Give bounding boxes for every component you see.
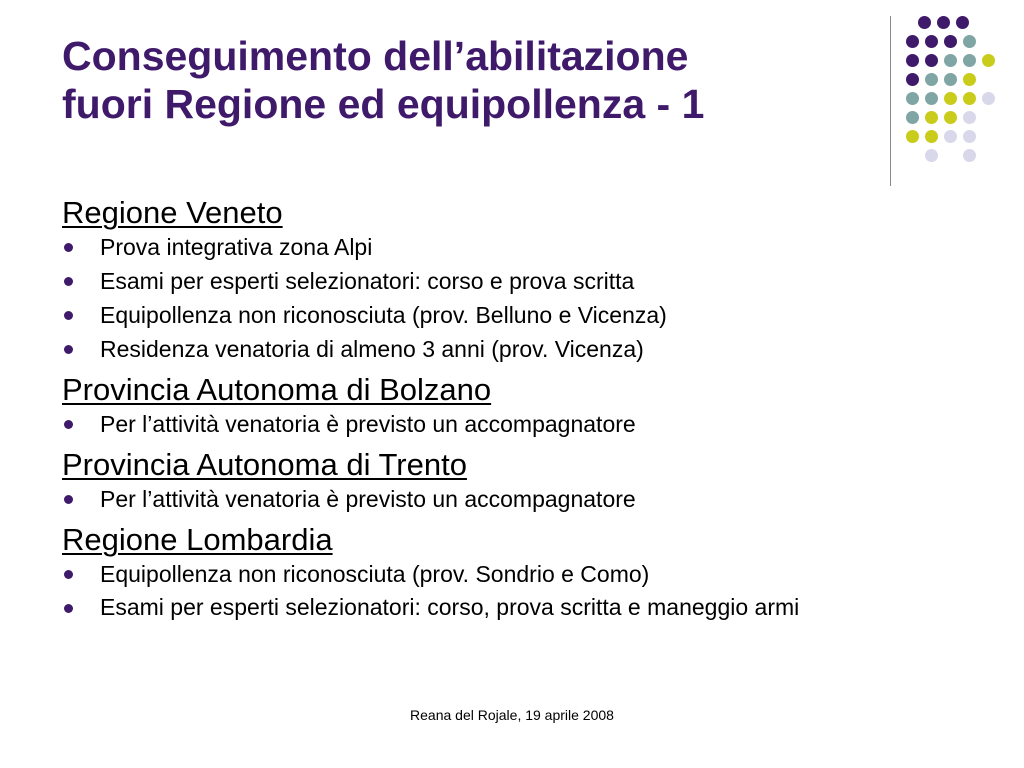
bullet-list bbox=[62, 412, 962, 436]
decorative-dot bbox=[944, 111, 957, 124]
bullet-item bbox=[62, 269, 962, 293]
bullet-text: Esami per esperti selezionatori: corso, prova scritta e maneggio armi bbox=[100, 594, 800, 620]
decorative-dot bbox=[963, 149, 976, 162]
section-provincia-trento bbox=[62, 446, 962, 511]
decorative-dot bbox=[918, 16, 931, 29]
bullet-dot-icon bbox=[64, 277, 73, 286]
section-heading: Provincia Autonoma di Trento bbox=[62, 447, 467, 482]
decorative-dot bbox=[963, 92, 976, 105]
decorative-dot bbox=[963, 73, 976, 86]
bullet-dot-icon bbox=[64, 345, 73, 354]
decorative-dot bbox=[906, 92, 919, 105]
decorative-dot bbox=[982, 54, 995, 67]
decorative-dot bbox=[956, 16, 969, 29]
decorative-dot bbox=[963, 111, 976, 124]
section-provincia-bolzano bbox=[62, 371, 962, 436]
bullet-list bbox=[62, 235, 962, 361]
decorative-dot bbox=[937, 16, 950, 29]
bullet-item bbox=[62, 487, 962, 511]
decorative-dot bbox=[944, 73, 957, 86]
bullet-text: Equipollenza non riconosciuta (prov. Sondrio e Como) bbox=[100, 561, 650, 587]
slide-title-line-1: Conseguimento dell’abilitazione bbox=[62, 33, 689, 79]
decorative-dot bbox=[944, 92, 957, 105]
decorative-dot bbox=[906, 35, 919, 48]
decorative-dot bbox=[906, 54, 919, 67]
bullet-text: Residenza venatoria di almeno 3 anni (prov. Vicenza) bbox=[100, 336, 644, 362]
bullet-dot-icon bbox=[64, 243, 73, 252]
decorative-dot bbox=[925, 73, 938, 86]
bullet-item bbox=[62, 303, 962, 327]
section-regione-lombardia bbox=[62, 521, 962, 618]
decorative-dot bbox=[906, 130, 919, 143]
decorative-dot bbox=[925, 111, 938, 124]
decorative-dot bbox=[925, 35, 938, 48]
slide-title bbox=[62, 32, 862, 128]
decorative-dot-grid bbox=[906, 16, 1006, 166]
bullet-item bbox=[62, 337, 962, 361]
bullet-item bbox=[62, 235, 962, 259]
bullet-text: Equipollenza non riconosciuta (prov. Belluno e Vicenza) bbox=[100, 302, 667, 328]
decorative-dot bbox=[944, 54, 957, 67]
bullet-dot-icon bbox=[64, 420, 73, 429]
bullet-text: Prova integrativa zona Alpi bbox=[100, 234, 373, 260]
decorative-dot bbox=[982, 92, 995, 105]
bullet-item bbox=[62, 596, 962, 618]
decorative-dot bbox=[906, 111, 919, 124]
section-heading: Regione Veneto bbox=[62, 195, 283, 230]
decorative-dot bbox=[944, 130, 957, 143]
bullet-text: Per l’attività venatoria è previsto un accompagnatore bbox=[100, 411, 636, 437]
decorative-dot bbox=[906, 73, 919, 86]
decorative-divider bbox=[890, 16, 891, 186]
bullet-text: Esami per esperti selezionatori: corso e prova scritta bbox=[100, 268, 635, 294]
bullet-dot-icon bbox=[64, 570, 73, 579]
bullet-list bbox=[62, 487, 962, 511]
decorative-dot bbox=[944, 35, 957, 48]
section-regione-veneto bbox=[62, 194, 962, 361]
bullet-dot-icon bbox=[64, 495, 73, 504]
slide-content bbox=[62, 194, 962, 628]
decorative-dot bbox=[963, 35, 976, 48]
decorative-dot bbox=[963, 130, 976, 143]
bullet-list bbox=[62, 562, 962, 618]
decorative-dot bbox=[925, 54, 938, 67]
section-heading: Regione Lombardia bbox=[62, 522, 333, 557]
decorative-dot bbox=[925, 92, 938, 105]
decorative-dot bbox=[963, 54, 976, 67]
bullet-dot-icon bbox=[64, 604, 73, 613]
bullet-item bbox=[62, 562, 962, 586]
section-heading: Provincia Autonoma di Bolzano bbox=[62, 372, 492, 407]
bullet-item bbox=[62, 412, 962, 436]
slide-title-line-2: fuori Regione ed equipollenza - 1 bbox=[62, 81, 705, 127]
bullet-text: Per l’attività venatoria è previsto un accompagnatore bbox=[100, 486, 636, 512]
slide-footer: Reana del Rojale, 19 aprile 2008 bbox=[410, 707, 614, 723]
decorative-dot bbox=[925, 149, 938, 162]
decorative-dot bbox=[925, 130, 938, 143]
bullet-dot-icon bbox=[64, 311, 73, 320]
